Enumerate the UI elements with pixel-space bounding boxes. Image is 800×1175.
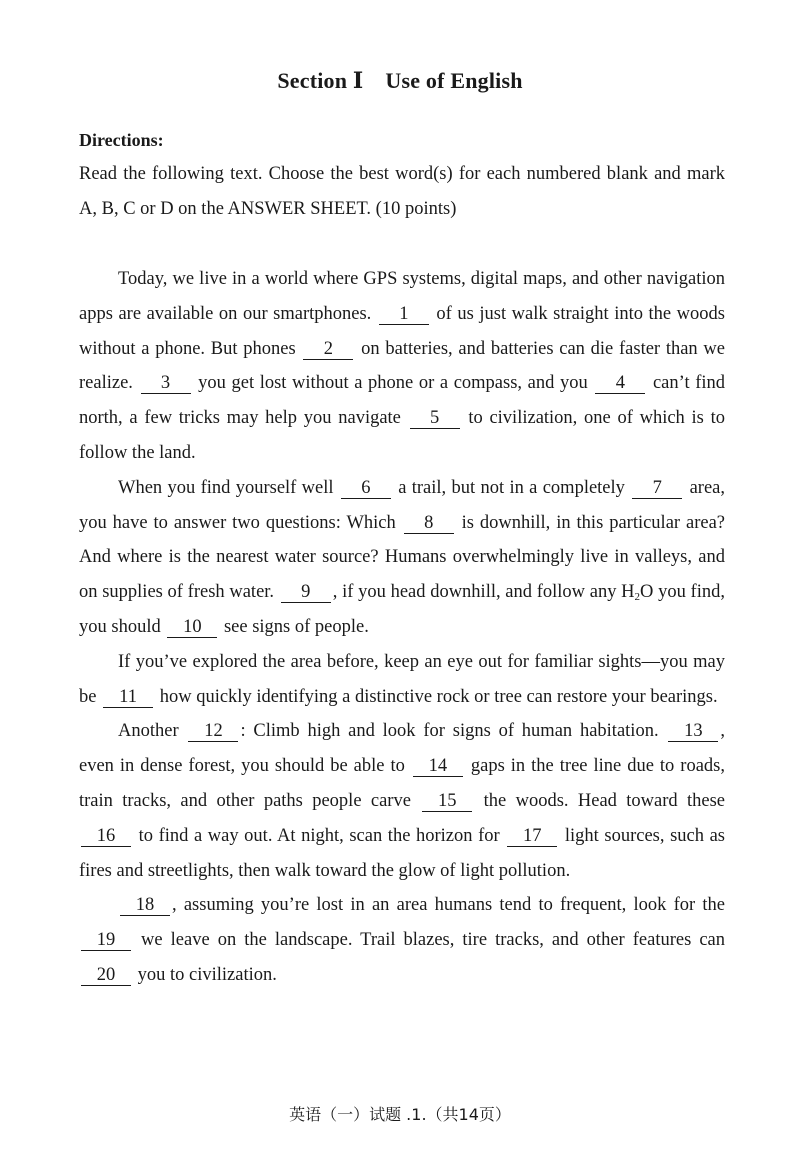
- blank-5: 5: [410, 408, 460, 429]
- passage-text: O you find, you should: [79, 582, 725, 637]
- passage-paragraph: [79, 262, 725, 471]
- passage-text: If you’ve explored the area before, keep an eye out for familiar sights—you may be: [79, 651, 725, 707]
- passage-text: When you find yourself well: [118, 477, 339, 498]
- passage-text: on batteries, and batteries can die faster than we realize.: [79, 338, 725, 394]
- section-numeral: Ⅰ: [352, 68, 364, 93]
- passage-text: area, you have to answer two questions: Which: [79, 477, 726, 533]
- blank-17: 17: [507, 826, 557, 847]
- blank-14: 14: [413, 756, 463, 777]
- passage-text: to civilization, one of which is to follow the land.: [79, 408, 725, 463]
- passage-text: you get lost without a phone or a compass, and you: [192, 373, 594, 394]
- section-name: Use of English: [385, 68, 523, 93]
- passage-text: to find a way out. At night, scan the horizon for: [133, 825, 506, 846]
- blank-13: 13: [668, 721, 718, 742]
- blank-16: 16: [81, 826, 131, 847]
- page-footer: 英语（一）试题 .1.（共14页）: [289, 1105, 511, 1124]
- passage-text: , even in dense forest, you should be able to: [79, 721, 725, 777]
- blank-10: 10: [167, 617, 217, 638]
- passage-text: we leave on the landscape. Trail blazes, tire tracks, and other features can: [133, 930, 725, 951]
- blank-6: 6: [341, 478, 391, 499]
- passage-text: , if you head downhill, and follow any H: [332, 582, 635, 603]
- passage-text: is downhill, in this particular area? And where is the nearest water source? Humans overwhelmingly live in valleys, and on supplies of fresh water.: [79, 512, 725, 603]
- directions-text: Read the following text. Choose the best word(s) for each numbered blank and mark A, B, C or D on the ANSWER SHEET. (10 points): [79, 164, 725, 219]
- blank-19: 19: [81, 930, 131, 951]
- subscript: 2: [634, 591, 641, 604]
- passage-text: light sources, such as fires and streetlights, then walk toward the glow of light pollution.: [79, 825, 725, 881]
- blank-4: 4: [595, 373, 645, 394]
- section-label: Section: [277, 68, 348, 93]
- blank-3: 3: [141, 373, 191, 394]
- passage-text: how quickly identifying a distinctive rock or tree can restore your bearings.: [155, 686, 718, 707]
- passage-text: Today, we live in a world where GPS systems, digital maps, and other navigation apps are available on our smartphones.: [79, 269, 725, 324]
- blank-11: 11: [103, 687, 153, 708]
- blank-8: 8: [404, 513, 454, 534]
- blank-9: 9: [281, 582, 331, 603]
- passage-text: you to civilization.: [133, 964, 277, 985]
- blank-20: 20: [81, 965, 131, 986]
- passage-paragraph: [79, 645, 725, 715]
- blank-15: 15: [422, 791, 472, 812]
- blank-1: 1: [379, 304, 429, 325]
- passage: [79, 262, 725, 993]
- blank-12: 12: [188, 721, 238, 742]
- directions-label: Directions:: [79, 130, 164, 150]
- passage-text: see signs of people.: [219, 616, 369, 637]
- passage-text: : Climb high and look for signs of human habitation.: [240, 721, 667, 742]
- passage-text: a trail, but not in a completely: [392, 477, 631, 498]
- passage-text: can’t find north, a few tricks may help you navigate: [79, 373, 725, 429]
- passage-paragraph: [79, 714, 725, 888]
- passage-text: Another: [118, 721, 187, 742]
- passage-paragraph: [79, 471, 725, 645]
- passage-text: gaps in the tree line due to roads, train tracks, and other paths people carve: [79, 756, 726, 811]
- passage-text: the woods. Head toward these: [474, 790, 725, 811]
- passage-text: , assuming you’re lost in an area humans tend to frequent, look for the: [172, 895, 725, 916]
- passage-paragraph: [79, 888, 725, 992]
- blank-18: 18: [120, 895, 170, 916]
- section-title: [0, 68, 800, 94]
- passage-text: of us just walk straight into the woods without a phone. But phones: [79, 303, 725, 359]
- blank-2: 2: [303, 339, 353, 360]
- blank-7: 7: [632, 478, 682, 499]
